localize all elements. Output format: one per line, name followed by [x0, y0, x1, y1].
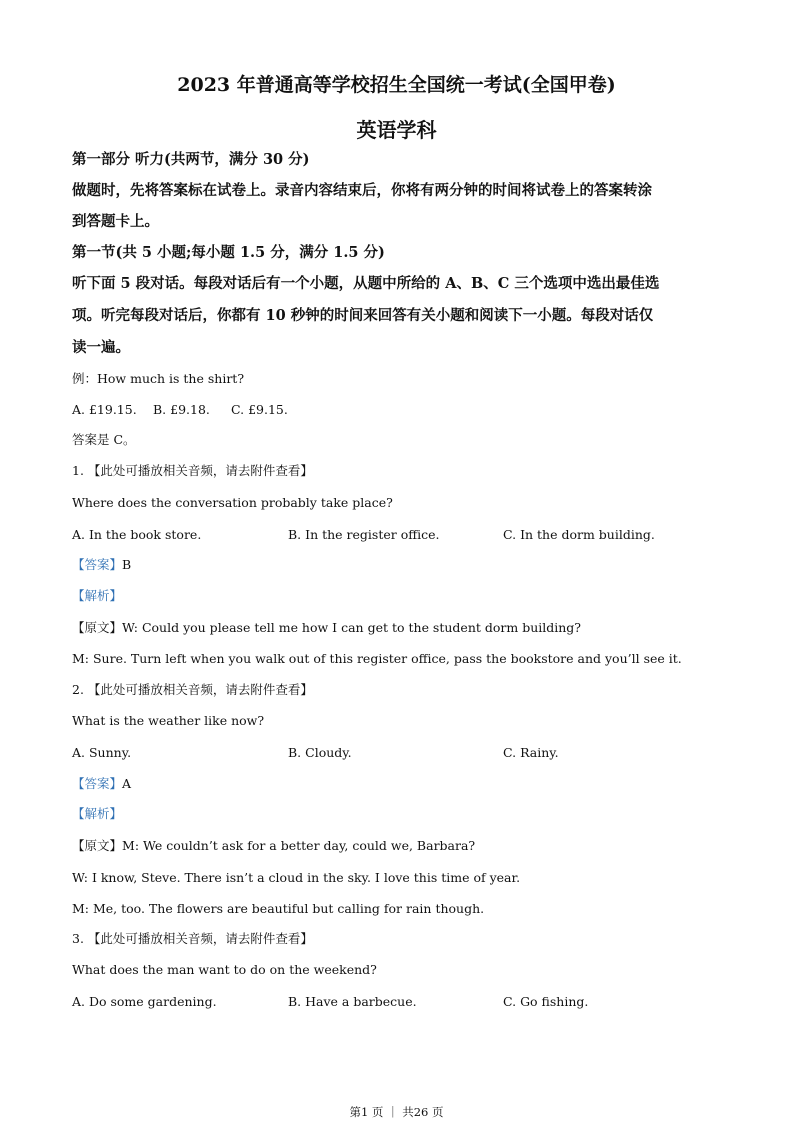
q1-number-audio-note: 1. 【此处可播放相关音频，请去附件查看】	[72, 463, 313, 478]
example-answer: 答案是 C。	[72, 432, 136, 447]
example-option-a: A. £19.15.	[72, 402, 137, 417]
example-question: 例：How much is the shirt?	[72, 371, 245, 386]
section1-instruction-line3: 读一遍。	[72, 339, 130, 356]
q2-option-c: C. Rainy.	[503, 745, 559, 760]
q1-answer-row	[72, 557, 131, 573]
q1-transcript-line1	[72, 620, 581, 636]
q3-option-b: B. Have a barbecue.	[288, 994, 417, 1009]
q1-transcript-line2: M: Sure. Turn left when you walk out of this register office, pass the bookstore and you’ll see it.	[72, 651, 682, 666]
q2-option-b: B. Cloudy.	[288, 745, 352, 760]
q2-analysis-tag: 【解析】	[72, 806, 123, 821]
example-option-b: B. £9.18.	[153, 402, 210, 417]
q2-transcript-line2: W: I know, Steve. There isn’t a cloud in the sky. I love this time of year.	[72, 870, 521, 885]
q2-answer: A	[122, 776, 132, 791]
q3-option-c: C. Go fishing.	[503, 994, 589, 1009]
q2-option-a: A. Sunny.	[72, 745, 132, 760]
part1-instruction-line2: 到答题卡上。	[72, 213, 159, 230]
exam-title: 2023 年普通高等学校招生全国统一考试(全国甲卷)	[177, 74, 616, 96]
q2-answer-tag: 【答案】	[72, 776, 123, 791]
q1-analysis-tag: 【解析】	[72, 588, 123, 603]
q1-answer: B	[122, 557, 132, 572]
q2-question: What is the weather like now?	[72, 713, 265, 728]
q1-question: Where does the conversation probably take place?	[72, 495, 393, 510]
q3-question: What does the man want to do on the weekend?	[72, 962, 377, 977]
subject-title: 英语学科	[356, 118, 437, 142]
q2-number-audio-note: 2. 【此处可播放相关音频，请去附件查看】	[72, 682, 313, 697]
q1-transcript-tag: 【原文】	[72, 620, 123, 635]
q2-transcript-line1	[72, 838, 475, 854]
q2-transcript-text1: M: We couldn’t ask for a better day, could we, Barbara?	[122, 838, 476, 853]
q2-transcript-line3: M: Me, too. The flowers are beautiful but calling for rain though.	[72, 901, 485, 916]
section1-heading: 第一节(共 5 小题;每小题 1.5 分，满分 1.5 分)	[72, 244, 385, 261]
section1-instruction-line2: 项。听完每段对话后，你都有 10 秒钟的时间来回答有关小题和阅读下一小题。每段对话仅	[72, 307, 654, 324]
q1-option-b: B. In the register office.	[288, 527, 440, 542]
q2-transcript-tag: 【原文】	[72, 838, 123, 853]
q2-answer-row	[72, 776, 131, 792]
q1-option-c: C. In the dorm building.	[503, 527, 655, 542]
part1-instruction-line1: 做题时，先将答案标在试卷上。录音内容结束后，你将有两分钟的时间将试卷上的答案转涂	[72, 182, 652, 199]
q3-option-a: A. Do some gardening.	[72, 994, 217, 1009]
q3-number-audio-note: 3. 【此处可播放相关音频，请去附件查看】	[72, 931, 313, 946]
page-footer: 第1 页 ｜ 共26 页	[349, 1105, 444, 1119]
section1-instruction-line1: 听下面 5 段对话。每段对话后有一个小题，从题中所给的 A、B、C 三个选项中选出最佳选	[72, 275, 660, 292]
q1-transcript-text1: W: Could you please tell me how I can get to the student dorm building?	[122, 620, 581, 635]
q1-answer-tag: 【答案】	[72, 557, 123, 572]
example-option-c: C. £9.15.	[231, 402, 288, 417]
part1-heading: 第一部分 听力(共两节，满分 30 分)	[72, 151, 310, 168]
q1-option-a: A. In the book store.	[72, 527, 202, 542]
